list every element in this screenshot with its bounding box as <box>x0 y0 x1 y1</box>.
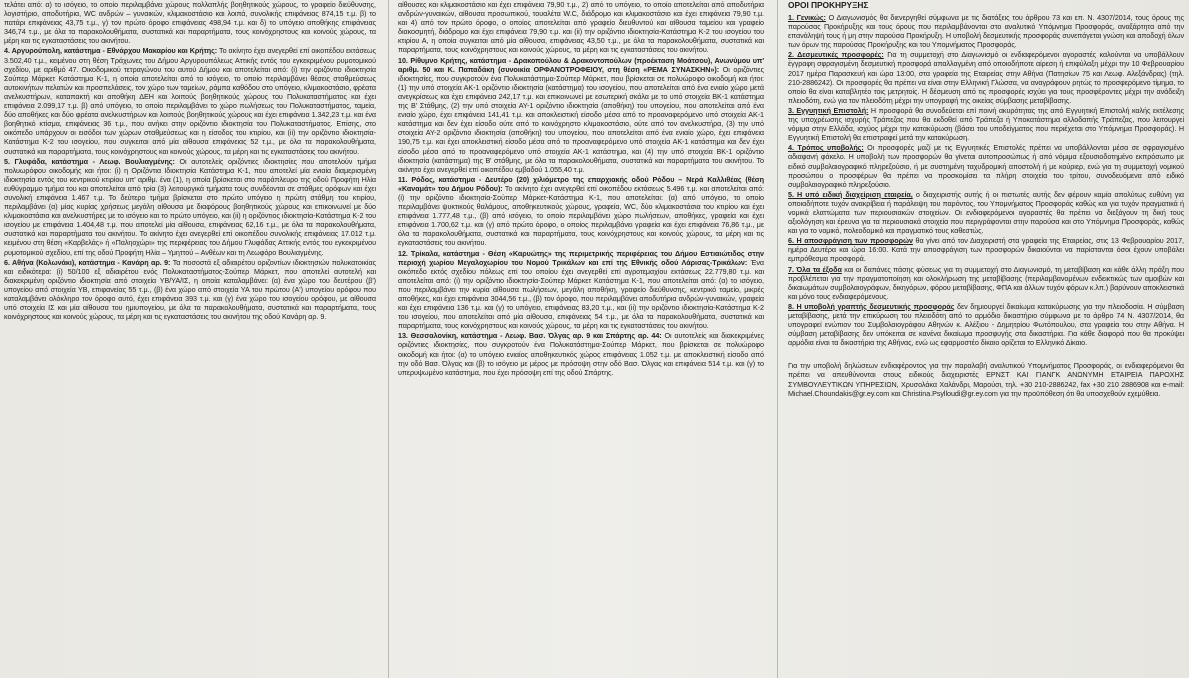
term-heading: 8. Η υποβολή γραπτής δεσμευτικής προσφοράς <box>788 301 955 311</box>
term-1: 1. Γενικώς: Ο Διαγωνισμός θα διενεργηθεί σύμφωνα με τις διατάξεις του άρθρου 73 και επ. Ν. 4307/2014, τους όρους της παρούσας Προκήρυξης και τους όρους που περιλαμβάνονται στο αναλυτικό Υπόμνημα Προσφοράς, αναξάρτητα από την επανάληψή τους ή μη στην παρούσα Προκήρυξη. Η υποβολή δεσμευτικής προσφοράς συνεπάγεται γνώση και αποδοχή όλων των όρων της παρούσας Προκήρυξης και του Υπομνήματος Προσφοράς. <box>788 13 1184 50</box>
property-entry-5: 5. Γλυφάδα, κατάστημα - Λεωφ. Βουλιαγμένης: Οι αυτοτελείς οριζόντιες ιδιοκτησίες που αποτελούν τμήμα πολυωρόφου οικοδομής και ήτοι: (i) η Οριζόντια Ιδιοκτησία Κατάστημα Κ-1, που αποτελεί μία ενιαία διαμερισμένη ιδιοκτησία εντός του κεντρικού κτιρίου υπ' αριθμ. ένα (1), η οποία βρίσκεται στο παράπλευρο της οδού Προφήτη Ηλία ευθύγραμμο τμήμα του και αποτελείται από τρία (3) λειτουργικά τμήματα τους συνδέονται σε στάθμες ορόφων και έχει συνολική επιφάνεια 1.467 τ.μ. Το δεύτερο τμήμα βρίσκεται στο πρώτο υπόγειο η πρώτη στάθμη του κτιρίου, περιλαμβάνει (α) μίας κυρίας χρήσεως μεγάλη αίθουσα με διαφόρους βοηθητικούς χώρους και επικοινωνεί με δύο κλιμακοστάσια και ανελκυστήρες με το ισόγειο και το πρώτο υπόγειο, και (ii) η οριζόντιος ιδιοκτησία-Κατάστημα Κ-2 του ισογείου με επιφάνεια 1.404,48 τ.μ. που αποτελεί μία αίθουσα, επιφάνειας 62,16 τ.μ., με όλα τα παρακολουθήματα, συστατικά και παραρτήματα του ακινήτου. Το ακίνητο έχει ανεγερθεί επί οικοπέδου συνολικής επιφάνειας 17.012 τ.μ. κειμένου στη θέση «Καρβελάς» ή «Παληοχώρι» της περιφέρειας του Δήμου Γλυφάδας Αττικής εντός του εγκεκριμένου ρυμοτομικού σχεδίου, επί της οδού Προφήτη Ηλία – Υμηττού – Ανθέων και τη Λεωφόρο Βουλιαγμένης. <box>4 156 376 257</box>
term-heading: 1. Γενικώς: <box>788 13 826 22</box>
text-column-left <box>4 0 376 678</box>
text-column-right <box>788 0 1184 678</box>
entry-title: 12. Τρίκαλα, κατάστημα - Θέση «Καρυώτης» της περιμετρικής περιφέρειας του Δήμου Εστιαιώτιδος στην περιοχή χωρίου Μεγαλοχωρίου του Νομού Τρικάλων και επί της Εθνικής οδού Λάρισας-Τρικάλων: <box>398 248 764 267</box>
property-entry-4: 4. Αργυρούπολη, κατάστημα - Εθνάρχου Μακαρίου και Κρήτης: Το ακίνητο έχει ανεγερθεί επί οικοπέδου εκτάσεως 3.502,40 τ.μ., κειμένου στη θέση Τράχωνες του Δήμου Αργυρουπόλεως Αττικής εντός του εγκεκριμένου ρυμοτομικού σχεδίου, με αριθμό 47. Οικοδομικού τετραγώνου του αυτού Δήμου και αποτελείται από: (i) την οριζόντιο ιδιοκτησία Σούπερ Μάρκετ Κατάστημα Κ-1, η οποία αποτελείται από το ισόγειο, το οποίο περιλαμβάνει θέσεις σταθμεύσεως αυτοκινήτων πελατών και προσπελάσεις, τον χώρο των ταμείων, ράμπα καθόδου στο υπόγειο, κλιμακοστάσιο, φρέατα ανελκυστήρων, καταπακτή και αποθήκη ΔΕΗ και λοιπούς βοηθητικούς χώρους του Πολυκαταστήματος και έχει επιφάνεια 2.099,17 τ.μ. β) από υπόγειο, το οποίο περιλαμβάνει το χώρο πωλήσεως του Πολυκαταστήματος, ταμεία, δύο αποθήκες και δύο φρέατα ανελκυστήρων και λοιπούς βοηθητικούς χώρους και έχει επιφάνεια 1.342,23 τ.μ. και ένα βοηθητικό κτίσμα, επιφάνειας 36 τ.μ., που ανήκει στην οριζόντιο ιδιοκτησία του Πολυκαταστήματος. Επίσης, στο οικόπεδο υπάρχουν οι εισόδοι των χώρων σταθμεύσεως και η είσοδος του κτιρίου, και (ii) την οριζόντιο ιδιοκτησία-Κατάστημα Κ-2 του ισογείου, που συγκειται από μία αίθουσα επιφάνειας 52 τ.μ., με όλα τα παρακολουθήματα, συστατικά και παραρτήματα, τους κοινόχρηστους και κοινούς χώρους, τα μέρη και τις εγκαταστάσεις του ακινήτου. <box>4 46 376 156</box>
term-heading: 2. Δεσμευτικές προσφορές: <box>788 50 884 60</box>
section-title: ΟΡΟΙ ΠΡΟΚΗΡΥΞΗΣ <box>788 0 869 10</box>
contact-footer: Για την υποβολή δηλώσεων ενδιαφέροντος για την παραλαβή αναλυτικού Υπομνήματος Προσφοράς, οι ενδιαφερόμενοι θα πρέπει να απευθύνονται στους ειδικούς διαχειριστές ΕΡΝΣΤ ΚΑΙ ΓΙΑΝΓΚ ΑΝΩΝΥΜΗ ΕΤΑΙΡΕΙΑ ΠΑΡΟΧΗΣ ΣΥΜΒΟΥΛΕΥΤΙΚΩΝ ΥΠΗΡΕΣΙΩΝ, Χρυσολάκα Χαλάνδρι, Μαρούσι, τηλ. +30 210-2886242, fax +30 210 2886908 και e-mail: Michael.Choundakis@gr.ey.com και Christina.Psylloudi@gr.ey.com για την προϋπόθεση ότι θα υποσχεθούν εχεμύθεια. <box>788 361 1184 398</box>
column-divider <box>777 0 778 678</box>
entry-title: 5. Γλυφάδα, κατάστημα - Λεωφ. Βουλιαγμένης: <box>4 156 175 166</box>
term-6: 6. Η αποσφράγιση των προσφορών θα γίνει από τον Διαχειριστή στα γραφεία της Εταιρείας, στις 13 Φεβρουαρίου 2017, ημέρα Δευτέρα και ώρα 16:00. Κατά την αποσφράγιση των προσφορών δικαιούνται να παρίστανται όσοι έχουν υποβάλει εμπρόθεσμα προσφορά. <box>788 236 1184 264</box>
term-2: 2. Δεσμευτικές προσφορές: Για τη συμμετοχή στο Διαγωνισμό οι ενδιαφερόμενοι αγοραστές καλούνται να υποβάλλουν έγγραφη σφραγισμένη δεσμευτική προσφορά απαλλαγμένη από οποιοδήποτε αίρεση ή επιφύλαξη μέχρι την 10 Φεβρουαρίου 2017 ημέρα Παρασκευή και ώρα 13:00, στα γραφεία της Εταιρείας στην Αθήνα (Πατησίων 75 και Λεωφ. Αλεξάνδρας) (τηλ. 210-2886242). Οι προσφορές θα πρέπει να είναι στην Ελληνική Γλώσσα, να αναγράφουν ρητώς το προσφερόμενο τίμημα, το οποίο θα είναι καταβλητέο τοις μετρητοίς. Η δέσμευση από τις προσφορές ισχύει για τους προσφέροντες μέχρι την ανάδειξη πλειοδότη, ενώ για τον πλειοδότη μέχρι την υπογραφή της οικείας σύμβασης μεταβίβασης. <box>788 50 1184 105</box>
entry-title: 4. Αργυρούπολη, κατάστημα - Εθνάρχου Μακαρίου και Κρήτης: <box>4 46 218 56</box>
term-8: 8. Η υποβολή γραπτής δεσμευτικής προσφοράς δεν δημιουργεί δικαίωμα κατακύρωσης για την πλειοδοσία. Η σύμβαση μεταβίβασης, μετά την επικύρωση του πλειοδότη από το αρμόδιο δικαστήριο σύμφωνα με το άρθρο 74 Ν. 4307/2014, θα υπογραφεί ενώπιον του Συμβολαιογράφου Αθηνών κ. Αλέξιου - Δημητρίου Φωτόπουλου, στα γραφεία του στην Αθήνα. Η σύμβαση μεταβίβασης δεν υπόκειται σε κανένα δικαίωμα προσφυγής στα δικαστήρια. Για κάθε διαφορά που θα προκύψει αρμόδια είναι τα δικαστήρια της Αθήνας, ενώ ως εφαρμοστέο δίκαιο ορίζεται το Ελληνικό Δίκαιο. <box>788 301 1184 348</box>
term-heading: 3. Εγγυητική Επιστολή: <box>788 105 869 115</box>
entry-title: 11. Ρόδος, κατάστημα - Δευτέρο (20) χιλιόμετρο της επαρχιακής οδού Ρόδου – Νερά Καλλιθέας (θέση «Καναμάτ» του Δήμου Ρόδου): <box>398 174 764 193</box>
term-3: 3. Εγγυητική Επιστολή: Η προσφορά θα συνοδεύεται επί ποινή ακυρότητας της από Εγγυητική Επιστολή καλής εκτέλεσης της υποχρέωσης ισχυρής Τράπεζας που θα εκδοθεί από Τράπεζα ή Υποκατάστημα αλλοδαπής Τράπεζας, που λειτουργεί νόμιμα στην Ελλάδα, ισχύος μέχρι την κατακύρωση (βάσει του υποδείγματος που περιέχεται στο Υπόμνημα Προσφοράς). Η Εγγυητική Επιστολή θα επιστραφεί μετά την κατακύρωση. <box>788 105 1184 143</box>
term-heading: 7. Όλα τα έξοδα <box>788 264 842 274</box>
term-4: 4. Τρόπος υποβολής: Οι προσφορές μαζί με τις Εγγυητικές Επιστολές πρέπει να υποβάλλονται μέσα σε σφραγισμένο αδιαφανή φάκελο. Η υποβολή των προσφορών θα γίνεται αυτοπροσώπως ή από νόμιμα εξουσιοδοτημένο εκπρόσωπο με ειδικό συμβολαιογραφικό πληρεξούσιο, ή με συστημένη ταχυδρομική αποστολή ή με κούριερ, ενώ για τη συμμετοχή νομικού προσώπου ο προσφέρων θα πρέπει να προσκομίσει τα πλήρη στοιχεία του τρίτου, συνοδευόμενα από ειδικό συμβολαιογραφικό πληρεξούσιο. <box>788 143 1184 189</box>
paragraph: αίθουσες και κλιμακοστάσιο και έχει επιφάνεια 79,90 τ.μ., 2) από το υπόγειο, το οποίο αποτελείται από αποδυτήρια ανδρών-γυναικών, αίθουσα προσωπικού, τουαλέτα W.C, διάδρομο και κλιμακοστάσιο και έχει επιφάνεια 79,90 τ.μ. και 4) από τον πρώτο όροφο, ο οποίος αποτελείται από γραφείο διευθυντού και αίθουσα ταμείου και γραφείο διακοσμητή, διάδρομο και έχει επιφάνεια 79,90 τ.μ. και (ii) την οριζόντιο ιδιοκτησία-Κατάστημα Κ-2 του ισογείου του κτιρίου Α, η οποία συγκειται από μία αίθουσα, επιφάνειας 43,50 τ.μ., με όλα τα παρακολουθήματα, συστατικά και παραρτήματα, τους κοινόχρηστους και κοινούς χώρους, τα μέρη και τις εγκαταστάσεις του ακινήτου. <box>398 0 764 55</box>
term-heading: 5. Η υπό ειδική διαχείριση εταιρεία, <box>788 189 913 199</box>
term-heading: 4. Τρόπος υποβολής: <box>788 143 864 153</box>
property-entry-6: 6. Αθήνα (Κολωνάκι), κατάστημα - Κανάρη αρ. 9: Τα ποσοστά εξ αδιαιρέτου οριζοντίων ιδιοκτησιών πολυκατοικίας και ειδικότερα: (i) 50/100 εξ αδιαιρέτου ενός Πολυκαταστήματος-Σούπερ Μάρκετ, που αποτελεί αυτοτελή και διακεκριμένη οριζόντιο ιδιοκτησία από στοιχεία ΥΒ/ΥΑ/ΙΣ, η οποία καταλαμβάνει: (α) ένα χώρο του δευτέρου (β') υπογείου από στοιχεία ΥΒ, επιφανείας 55 τ.μ., (β) ένα χώρο από στοιχεία ΥΑ του πρώτου (Α') υπογείου ορόφου που καταλαμβάνει ολόκληρο τον όροφο αυτό, έχει επιφάνεια 393 τ.μ. και (γ) ένα χώρο του ισογείου ορόφου, με αίθουσα υπό στοιχεία ΙΣ και μία αίθουσα του ημιυπογείου, με όλα τα παρακολουθήματα, συστατικά και παραρτήματα, τους κοινόχρηστους και κοινούς χώρους, τα μέρη και τις εγκαταστάσεις του ακινήτου της οδού Κανάρη αρ. 9. <box>4 257 376 322</box>
property-entry-13: 13. Θεσσαλονίκη, κατάστημα - Λεωφ. Βασ. Όλγας αρ. 9 και Σπάρτης αρ. 44: Οι αυτοτελείς και διακεκριμένες οριζόντιες ιδιοκτησίες, που συγκροτούν ένα Πολυκατάστημα-Σούπερ Μάρκετ, που βρίσκεται σε πολυώροφο οικοδομή και ήτοι: (α) το υπόγειο ενιαίος αποθηκευτικός χώρος επιφάνειας 1.052 τ.μ. με αποκλειστική είσοδο από την οδό Βασ. Όλγας και (β) το ισόγειο με μέρος με πρόσοψη στην οδό Βασ. Όλγας και επιφάνεια 514 τ.μ. και (γ) το υπερυψωμένο κατάστημα, που έχει πρόσοψη επί της οδού Σπάρτης. <box>398 331 764 377</box>
property-entry-11: 11. Ρόδος, κατάστημα - Δευτέρο (20) χιλιόμετρο της επαρχιακής οδού Ρόδου – Νερά Καλλιθέας (θέση «Καναμάτ» του Δήμου Ρόδου): Το ακίνητο έχει ανεγερθεί επί οικοπέδου εκτάσεως 5.496 τ.μ. και αποτελείται από: (i) την οριζόντιο ιδιοκτησία-Σούπερ Μάρκετ-Κατάστημα Κ-1, που αποτελείται: (α) από υπόγειο, το οποίο περιλαμβάνει ψυκτικούς θαλάμους, αποθηκευτικούς χώρους, γραφεία, WC, δύο κλιμακοστάσια του κτιρίου και έχει επιφάνεια 1.777,48 τ.μ., (β) από ισόγειο, το οποίο περιλαμβάνει χώρο πωλήσεων, αποθήκες, γραφεία και έχει επιφάνεια 1.700,62 τ.μ. και (γ) από πρώτο όροφο, ο οποίος περιλαμβάνει γραφεία και έχει επιφάνεια 76,86 τ.μ., με όλα τα παρακολουθήματα, συστατικά και παραρτήματα, τους κοινόχρηστους και κοινούς χώρους, τα μέρη και τις εγκαταστάσεις του ακινήτου. <box>398 174 764 248</box>
entry-title: 10. Ρίθυμνο Κρήτης, κατάστημα - Δρακοπούλου & Δρακοντοπούλων (προέκταση Μοάτσου), Ανωνύμου υπ' αριθμ. 50 και Κ. Παπαδάκη (συνοικία ΟΡΦΑΝΟΤΡΟΦΕΙΟΥ, στη θέση «ΡΕΜΑ ΣΥΝΑΣΚΗΝ»): <box>398 55 764 74</box>
property-entry-12: 12. Τρίκαλα, κατάστημα - Θέση «Καρυώτης» της περιμετρικής περιφέρειας του Δήμου Εστιαιώτιδος στην περιοχή χωρίου Μεγαλοχωρίου του Νομού Τρικάλων και επί της Εθνικής οδού Λάρισας-Τρικάλων: Ένα οικόπεδο εκτός σχεδίου πόλεως επί του οποίου έχει ανεγερθεί επί αγροτεμαχίου εκτάσεως 22.779,80 τ.μ. και αποτελείται από: (i) την οριζόντιο ιδιοκτησία-Σούπερ Μάρκετ Κατάστημα Κ-1, που αποτελείται από: (α) το ισόγειο, που περιλαμβάνει την κυρία αίθουσα πωλήσεων, μεγάλη αποθήκη, γραφείο διεύθυνσης, κεντρικό ταμείο, μικρές αποθήκες, και έχει επιφάνεια 3044,56 τ.μ., (β) τον όροφο, που περιλαμβάνει αποδυτήρια ανδρών-γυναικών, γραφεία και έχει επιφάνεια 136 τ.μ. και (γ) το υπόγειο, επιφάνειας 83,20 τ.μ., και (ii) την οριζόντιο ιδιοκτησία-Κατάστημα Κ-2 του ισογείου, που αποτελείται από μία αίθουσα, επιφάνειας 54 τ.μ., με όλα τα παρακολουθήματα, συστατικά και παραρτήματα, τους κοινόχρηστους και κοινούς χώρους, τα μέρη και τις εγκαταστάσεις του ακινήτου. <box>398 248 764 331</box>
paragraph: τελάτει από: α) το ισόγειο, το οποίο περιλαμβάνει χώρους πολλαπλής βοηθητικούς χώρους, το γραφείο διεύθυνσης, λογιστήριο, αποδυτήρια, WC ανδρών – γυναικών, κλιμακοστάσιο και λοιπά, συνολικής επιφάνειας 874,15 τ.μ. β) το πατάρι επιφάνειας 43,75 τ.μ., γ) τον πρώτο όροφο επιφάνειας 498,94 τ.μ. και δ) το υπόγειο αποθήκης επιφάνειας 346,74 τ.μ., με όλα τα παρακολουθήματα, συστατικά και παραρτήματα, τους κοινόχρηστους και κοινούς χώρους, τα μέρη και τις εγκαταστάσεις του ακινήτου. <box>4 0 376 46</box>
entry-title: 13. Θεσσαλονίκη, κατάστημα - Λεωφ. Βασ. Όλγας αρ. 9 και Σπάρτης αρ. 44: <box>398 331 662 341</box>
column-divider <box>388 0 389 678</box>
entry-title: 6. Αθήνα (Κολωνάκι), κατάστημα - Κανάρη αρ. 9: <box>4 257 171 267</box>
property-entry-10: 10. Ρίθυμνο Κρήτης, κατάστημα - Δρακοπούλου & Δρακοντοπούλων (προέκταση Μοάτσου), Ανωνύμου υπ' αριθμ. 50 και Κ. Παπαδάκη (συνοικία ΟΡΦΑΝΟΤΡΟΦΕΙΟΥ, στη θέση «ΡΕΜΑ ΣΥΝΑΣΚΗΝ»): Οι οριζόντιες ιδιοκτησίες, που συγκροτούν ένα Πολυκατάστημα-Σούπερ Μάρκετ, που βρίσκεται σε πολυώροφο οικοδομή και ήτοι: (1) την υπό στοιχεία ΑΚ-1 οριζόντιο ιδιοκτησία (κατάστημα) του ισογείου, που αποτελείται από ένα ενιαίο χώρο μετά ανεγκρίσεως και έχει επιφάνεια 242,17 τ.μ. και επικοινωνεί με εσωτερική σκάλα με το υπό στοιχεία ΒΚ-1 κατάστημα της Β' Στάθμης, (2) την υπό στοιχεία ΑΥ-1 οριζόντιο ιδιοκτησία (αποθήκη) του υπογείου, που αποτελείται από ένα ενιαίο χώρο, έχει επιφάνεια 141,41 τ.μ. και αποκλειστική είσοδο μέσα από το προαναφερόμενο υπό στοιχεία ΑΚ-1 κατάστημα και δεν έχει είσοδο ούτε από το κοινόχρηστο κλιμακοστάσιο, ούτε από τον ανελκυστήρα, (3) την υπό στοιχεία ΑΥ-2 οριζόντιο ιδιοκτησία (αποθήκη) του υπογείου, που αποτελείται από ένα ενιαίο χώρο, έχει επιφάνεια 190,75 τ.μ. και έχει αποκλειστική είσοδο μέσα από το προαναφερόμενο υπό στοιχεία ΑΚ-1 κατάστημα και δεν έχει είσοδο μέσα από το προαναφερόμενο υπό στοιχεία ΑΚ-1 κατάστημα, και (4) την υπό στοιχεία ΒΚ-1 οριζόντιο ιδιοκτησία (κατάστημα) της Β' στάθμης, με όλα τα παρακολουθήματα, συστατικά και παραρτήματα του ακινήτου. Το ακίνητο έχει ανεγερθεί επί οικοπέδου εμβαδού 1.055,40 τ.μ. <box>398 55 764 174</box>
term-5: 5. Η υπό ειδική διαχείριση εταιρεία, ο διαχειριστής αυτής ή οι πιστωτές αυτής δεν φέρουν καμία απολύτως ευθύνη για οποιαδήποτε τυχόν ανακρίβεια ή παράλειψη του παρόντος, του Υπομνήματος Προσφοράς καθώς και για τυχόν πραγματικά ή νομικά ελαττώματα των περιουσιακών στοιχείων. Οι ενδιαφερόμενοι αγοραστές θα πρέπει να διεξάγουν τη δική τους αξιολόγηση και έρευνα για τα περιουσιακά στοιχεία που περιγράφονται στην παρούσα και στο Υπόμνημα Προσφοράς, καθώς και για το νομικό, πολεοδομικό και πραγματικό τους καθεστώς. <box>788 189 1184 236</box>
term-7: 7. Όλα τα έξοδα και οι δαπάνες πάσης φύσεως για τη συμμετοχή στο Διαγωνισμό, τη μεταβίβαση και κάθε άλλη πράξη που προβλέπεται για την πραγματοποίηση και ολοκλήρωση της μεταβίβασης (περιλαμβανομένων ενδεικτικώς των αμοιβών και δικαιωμάτων συμβολαιογράφων, δικηγόρων, φόρου μεταβίβασης, ΦΠΑ και άλλων τυχόν φόρων κ.λπ.) βαρύνουν αποκλειστικά και μόνο τους ενδιαφερόμενους. <box>788 264 1184 301</box>
term-heading: 6. Η αποσφράγιση των προσφορών <box>788 236 913 246</box>
text-column-middle <box>398 0 764 678</box>
